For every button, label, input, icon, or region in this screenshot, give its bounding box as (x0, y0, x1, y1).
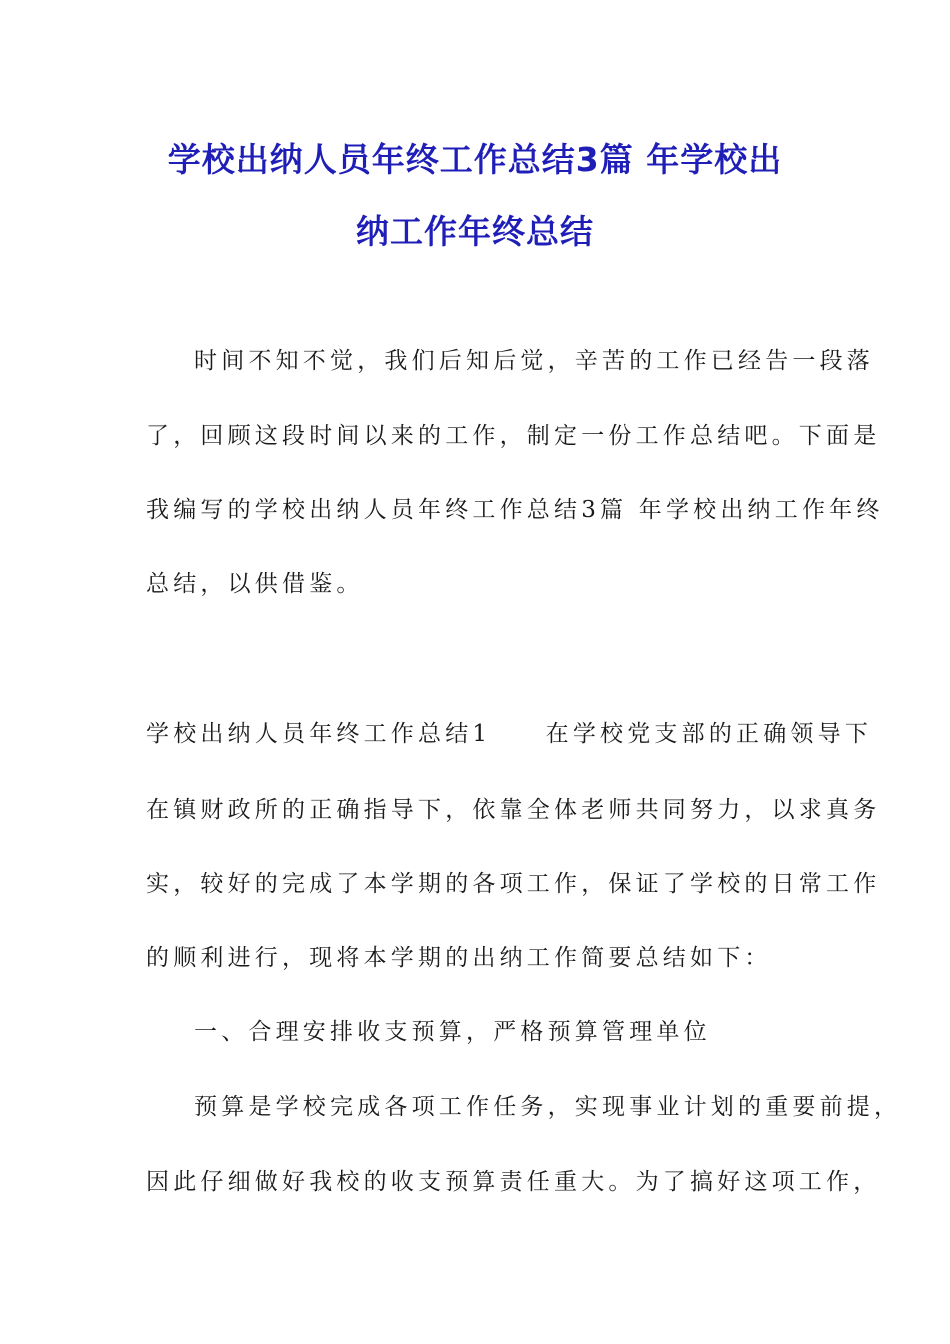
intro-line-2: 了，回顾这段时间以来的工作，制定一份工作总结吧。下面是 (146, 423, 881, 449)
intro-line-1: 时间不知不觉，我们后知后觉，辛苦的工作已经告一段落 (194, 348, 874, 374)
intro-line-4: 总结，以供借鉴。 (146, 571, 364, 597)
budget-line-1: 预算是学校完成各项工作任务，实现事业计划的重要前提， (194, 1094, 902, 1120)
section-1-line-1: 学校出纳人员年终工作总结1 在学校党支部的正确领导下 (146, 721, 873, 747)
section-1-line-2: 在镇财政所的正确指导下，依靠全体老师共同努力，以求真务 (146, 797, 881, 823)
budget-line-2: 因此仔细做好我校的收支预算责任重大。为了搞好这项工作， (146, 1169, 881, 1195)
intro-line-3: 我编写的学校出纳人员年终工作总结3篇 年学校出纳工作年终 (146, 497, 884, 523)
document-title-line-2: 纳工作年终总结 (356, 212, 594, 251)
section-1-line-4: 的顺利进行，现将本学期的出纳工作简要总结如下： (146, 945, 772, 971)
document-title-line-1: 学校出纳人员年终工作总结3篇 年学校出 (167, 140, 783, 179)
subheading-1: 一、合理安排收支预算，严格预算管理单位 (194, 1019, 711, 1045)
section-1-line-3: 实，较好的完成了本学期的各项工作，保证了学校的日常工作 (146, 871, 881, 897)
